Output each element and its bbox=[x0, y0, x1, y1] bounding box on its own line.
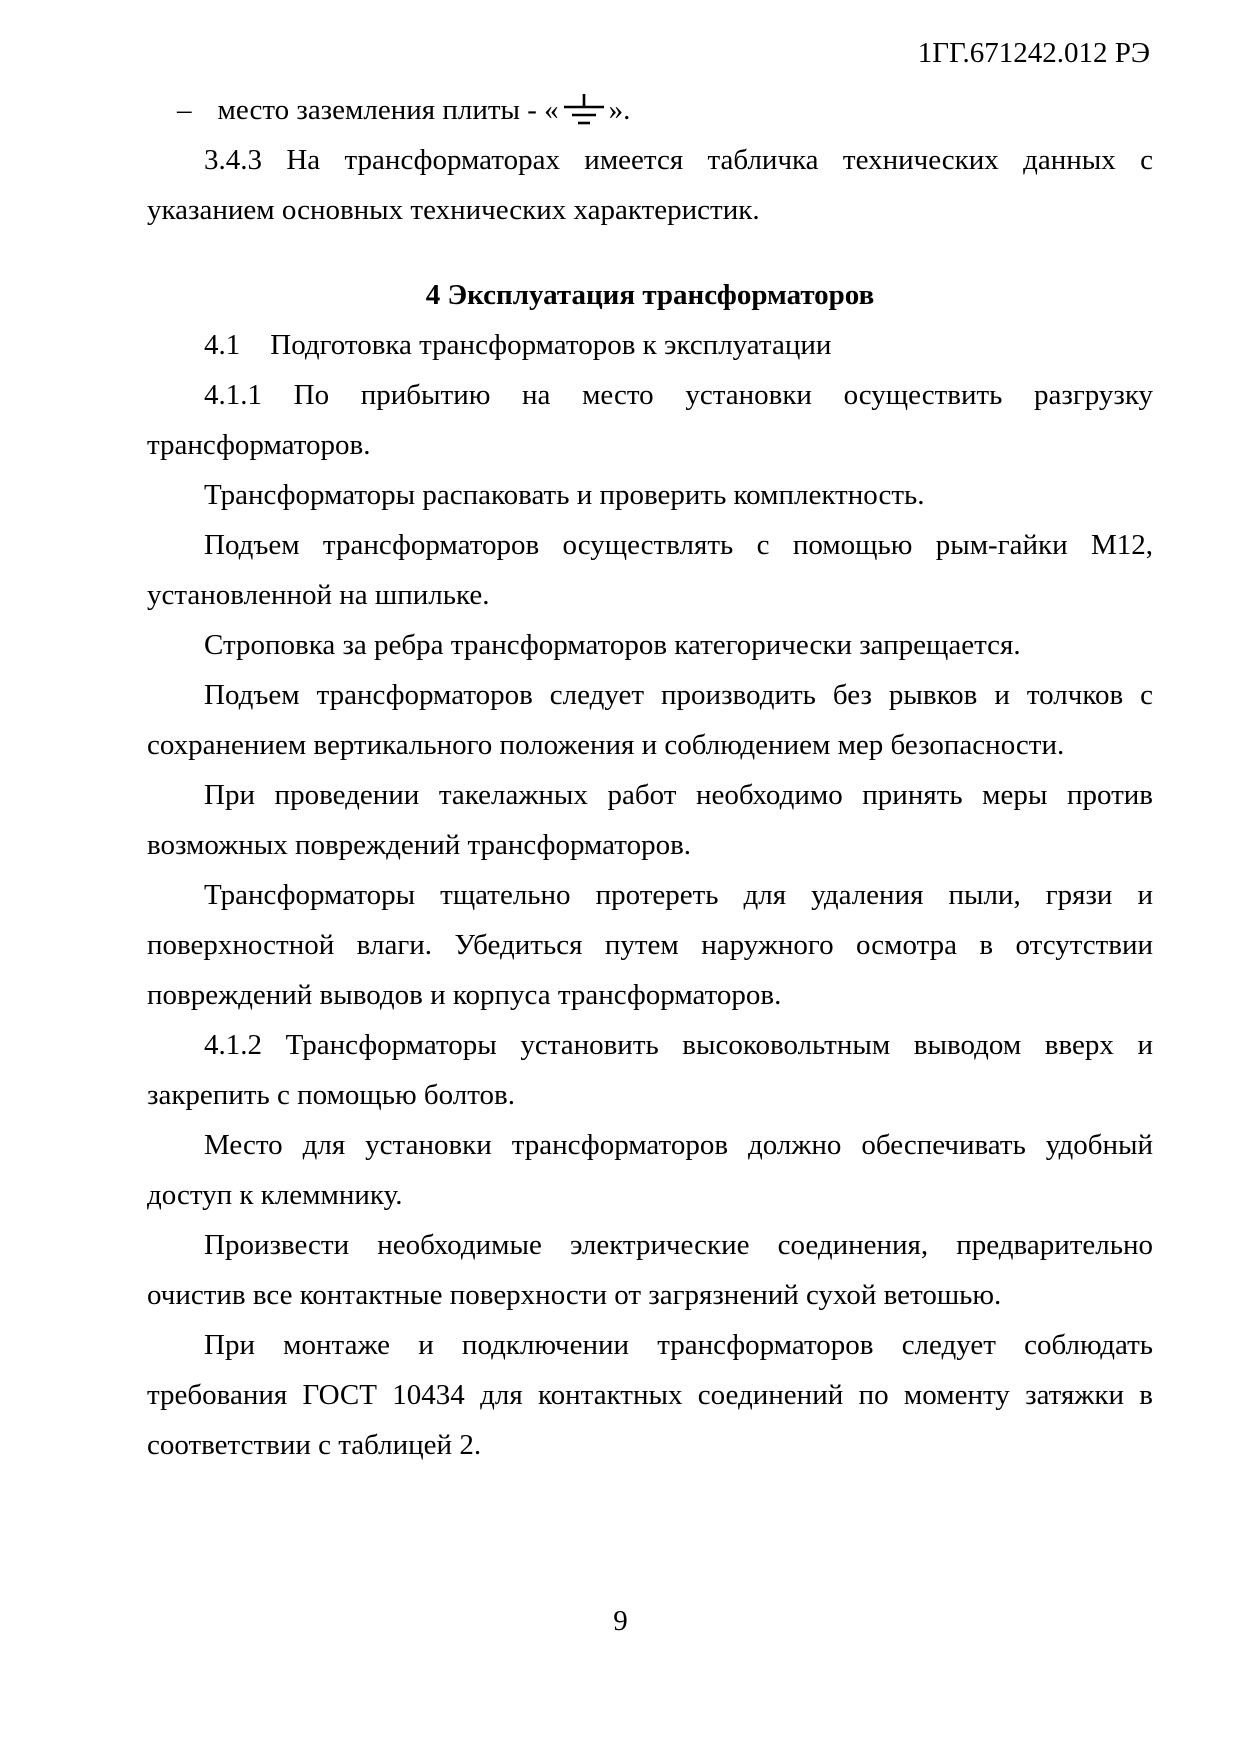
text-line: Трансформаторы распаковать и проверить комплектность. bbox=[204, 479, 925, 511]
earth-ground-icon bbox=[561, 93, 607, 129]
text-line: 3.4.3 На трансформаторах имеется табличка технических данных с bbox=[204, 144, 1153, 176]
text-line: сохранением вертикального положения и соблюдением мер безопасности. bbox=[147, 729, 1065, 761]
text-line: соответствии с таблицей 2. bbox=[147, 1429, 482, 1461]
text-line: 4.1.1 По прибытию на место установки осуществить разгрузку bbox=[204, 379, 1153, 411]
text-line bbox=[147, 320, 1153, 370]
text-line: возможных повреждений трансформаторов. bbox=[147, 829, 692, 861]
text-line: установленной на шпильке. bbox=[147, 579, 490, 611]
clause-title: Подготовка трансформаторов к эксплуатации bbox=[270, 329, 832, 361]
text-line: трансформаторов. bbox=[147, 429, 371, 461]
clause-number: 4.1 bbox=[204, 329, 241, 361]
page-number: 9 bbox=[613, 1605, 628, 1637]
text-line: доступ к клеммнику. bbox=[147, 1179, 403, 1211]
text-line: При монтаже и подключении трансформаторов следует соблюдать bbox=[204, 1329, 1153, 1361]
text-line: Трансформаторы тщательно протереть для удаления пыли, грязи и bbox=[204, 879, 1153, 911]
bullet-text-before-symbol: место заземления плиты - « bbox=[217, 94, 559, 126]
document-body bbox=[147, 85, 1153, 1470]
document-code: 1ГГ.671242.012 РЭ bbox=[917, 37, 1150, 69]
bullet-text-after-symbol: ». bbox=[608, 94, 631, 126]
text-line: повреждений выводов и корпуса трансформаторов. bbox=[147, 979, 782, 1011]
text-line: очистив все контактные поверхности от загрязнений сухой ветошью. bbox=[147, 1279, 1002, 1311]
text-line: Подъем трансформаторов следует производить без рывков и толчков с bbox=[204, 679, 1153, 711]
bullet-dash: – bbox=[177, 94, 192, 126]
text-line: 4.1.2 Трансформаторы установить высоковольтным выводом вверх и bbox=[204, 1029, 1153, 1061]
text-line: Произвести необходимые электрические соединения, предварительно bbox=[204, 1229, 1153, 1261]
text-line: закрепить с помощью болтов. bbox=[147, 1079, 515, 1111]
section-heading: 4 Эксплуатация трансформаторов bbox=[425, 279, 875, 311]
list-item-grounding bbox=[147, 85, 1153, 135]
text-line: поверхностной влаги. Убедиться путем наружного осмотра в отсутствии bbox=[147, 929, 1153, 961]
text-line: Строповка за ребра трансформаторов категорически запрещается. bbox=[204, 629, 1021, 661]
text-line: При проведении такелажных работ необходимо принять меры против bbox=[204, 779, 1153, 811]
text-line: Подъем трансформаторов осуществлять с помощью рым-гайки М12, bbox=[204, 529, 1153, 561]
text-line: Место для установки трансформаторов должно обеспечивать удобный bbox=[204, 1129, 1153, 1161]
text-line: указанием основных технических характеристик. bbox=[147, 194, 760, 226]
text-line: требования ГОСТ 10434 для контактных соединений по моменту затяжки в bbox=[147, 1379, 1153, 1411]
